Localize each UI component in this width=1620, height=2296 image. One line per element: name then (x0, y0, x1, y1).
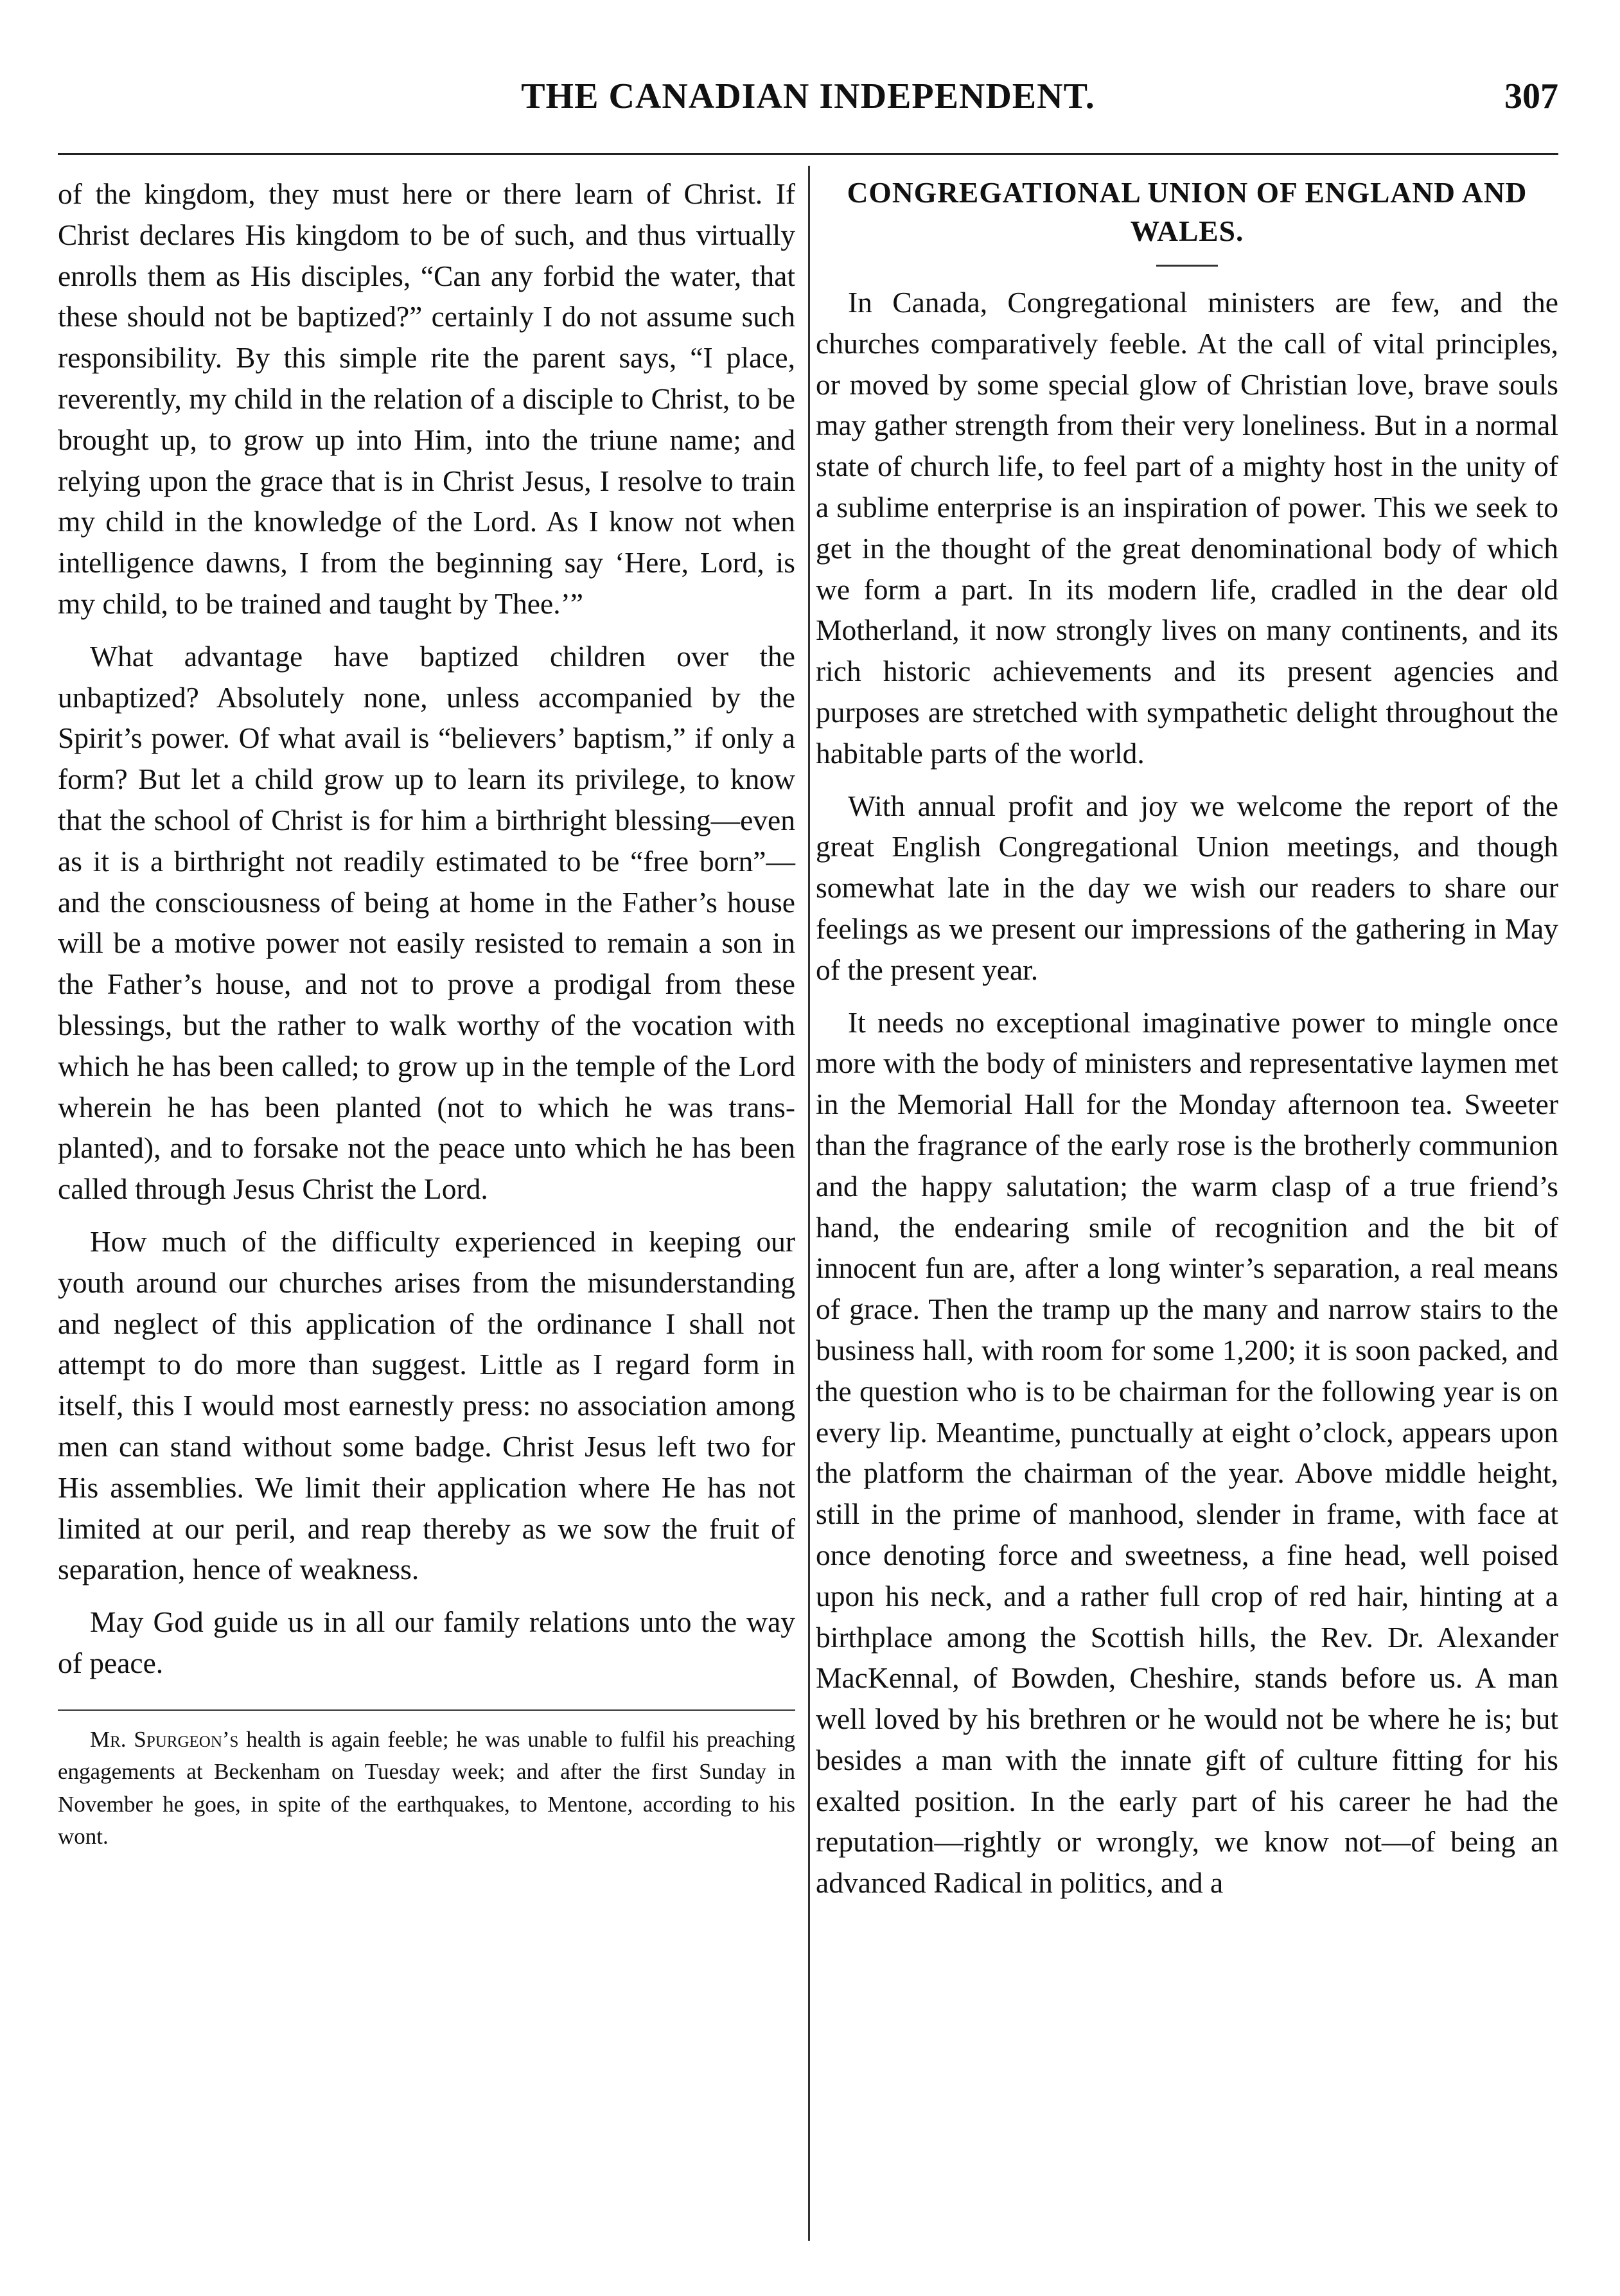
running-title: THE CANADIAN INDEPENDENT. (521, 76, 1095, 116)
section-title: CONGREGATIONAL UNION OF ENGLAND AND WALES. (847, 176, 1528, 247)
right-paragraph: With annual profit and joy we welcome the report of the great English Congregational Union meetings, and though somewhat late in the day we wish our readers to share our feelings as we present our impressions of the gathering in May of the present year. (816, 789, 1558, 986)
header-rule (58, 153, 1558, 155)
left-paragraph: of the kingdom, they must here or there learn of Christ. If Christ declares His kingdom to be of such, and thus virtually enrolls them as His disciples, “Can any forbid the water, that these should not be baptized?” certainly I do not assume such responsibility. By this simple rite the parent says, “I place, reverently, my child in the relation of a disciple to Christ, to be brought up, to grow up into Him, into the triune name; and relying upon the grace that is in Christ Jesus, I resolve to train my child in the knowledge of the Lord. As I know not when intelligence dawns, I from the beginning say ‘Here, Lord, is my child, to be trained and taught by Thee.’” (58, 177, 795, 620)
left-paragraph: May God guide us in all our family relations unto the way of peace. (58, 1605, 795, 1679)
footnote-text: health is again feeble; he was unable to fulfil his preaching engagements at Beckenham on Tuesday week; and after the first Sunday in November he goes, in spite of the earthquakes, to Mentone, according to his wont. (58, 1726, 795, 1850)
page-header (58, 76, 1558, 127)
right-paragraph: In Canada, Congregational ministers are few, and the churches comparatively feeble. At the call of vital principles, or moved by some special glow of Christian love, brave souls may gather strength from their very loneliness. But in a normal state of church life, to feel part of a mighty host in the unity of a sublime enterprise is an inspiration of power. This we seek to get in the thought of the great denominational body of which we form a part. In its modern life, cradled in the dear old Motherland, it now strongly lives on many continents, and its rich historic achievements and its present agencies and purposes are stretched with sympathetic delight throughout the habitable parts of the world. (816, 286, 1558, 770)
footnote-rule (58, 1709, 795, 1711)
column-divider (808, 166, 810, 2241)
footnote-lead: Mr. Spurgeon’s (90, 1726, 239, 1752)
left-paragraph: What advantage have baptized children over the unbaptized? Absolutely none, unless accompanied by the Spirit’s power. Of what avail is “believers’ baptism,” if only a form? But let a child grow up to learn its privilege, to know that the school of Christ is for him a birthright blessing—even as it is a birthright not readily estimated to be “free born”—and the consciousness of being at home in the Father’s house will be a motive power not easily resisted to remain a son in the Father’s house, and not to prove a prodigal from these blessings, but the rather to walk worthy of the vocation with which he has been called; to grow up in the temple of the Lord wherein he has been planted (not to which he was trans-planted), and to forsake not the peace unto which he has been called through Jesus Christ the Lord. (58, 639, 795, 1206)
left-column (58, 173, 795, 1865)
title-rule (1156, 265, 1218, 267)
footnote (58, 1724, 795, 1853)
page-number: 307 (1504, 76, 1558, 116)
right-column (816, 173, 1558, 1915)
right-paragraph: It needs no exceptional imaginative power to mingle once more with the body of ministers and representative laymen met in the Memorial Hall for the Monday afternoon tea. Sweeter than the fragrance of the early rose is the brotherly communion and the happy salutation; the warm clasp of a true friend’s hand, the endearing smile of recognition and the bit of innocent fun are, after a long winter’s separation, a real means of grace. Then the tramp up the many and narrow stairs to the business hall, with room for some 1,200; it is soon packed, and the question who is to be chairman for the following year is on every lip. Meantime, punctually at eight o’clock, appears upon the platform the chairman of the year. Above middle height, still in the prime of manhood, slender in frame, with face at once denoting force and sweetness, a fine head, well poised upon his neck, and a rather full crop of red hair, hinting at a birthplace among the Scottish hills, the Rev. Dr. Alexander MacKennal, of Bowden, Cheshire, stands before us. A man well loved by his brethren or he would not be where he is; but besides a man with the innate gift of culture fitting for his exalted position. In the early part of his career he had the reputation—rightly or wrongly, we know not—of being an advanced Radical in politics, and a (816, 1005, 1558, 1900)
left-paragraph: How much of the difficulty experienced in keeping our youth around our churches arises from the misunderstanding and neglect of this application of the ordinance I shall not attempt to do more than suggest. Little as I regard form in itself, this I would most earnestly press: no association among men can stand without some badge. Christ Jesus left two for His assemblies. We limit their application where He has not limited at our peril, and reap thereby as we sow the fruit of separation, hence of weakness. (58, 1224, 795, 1586)
